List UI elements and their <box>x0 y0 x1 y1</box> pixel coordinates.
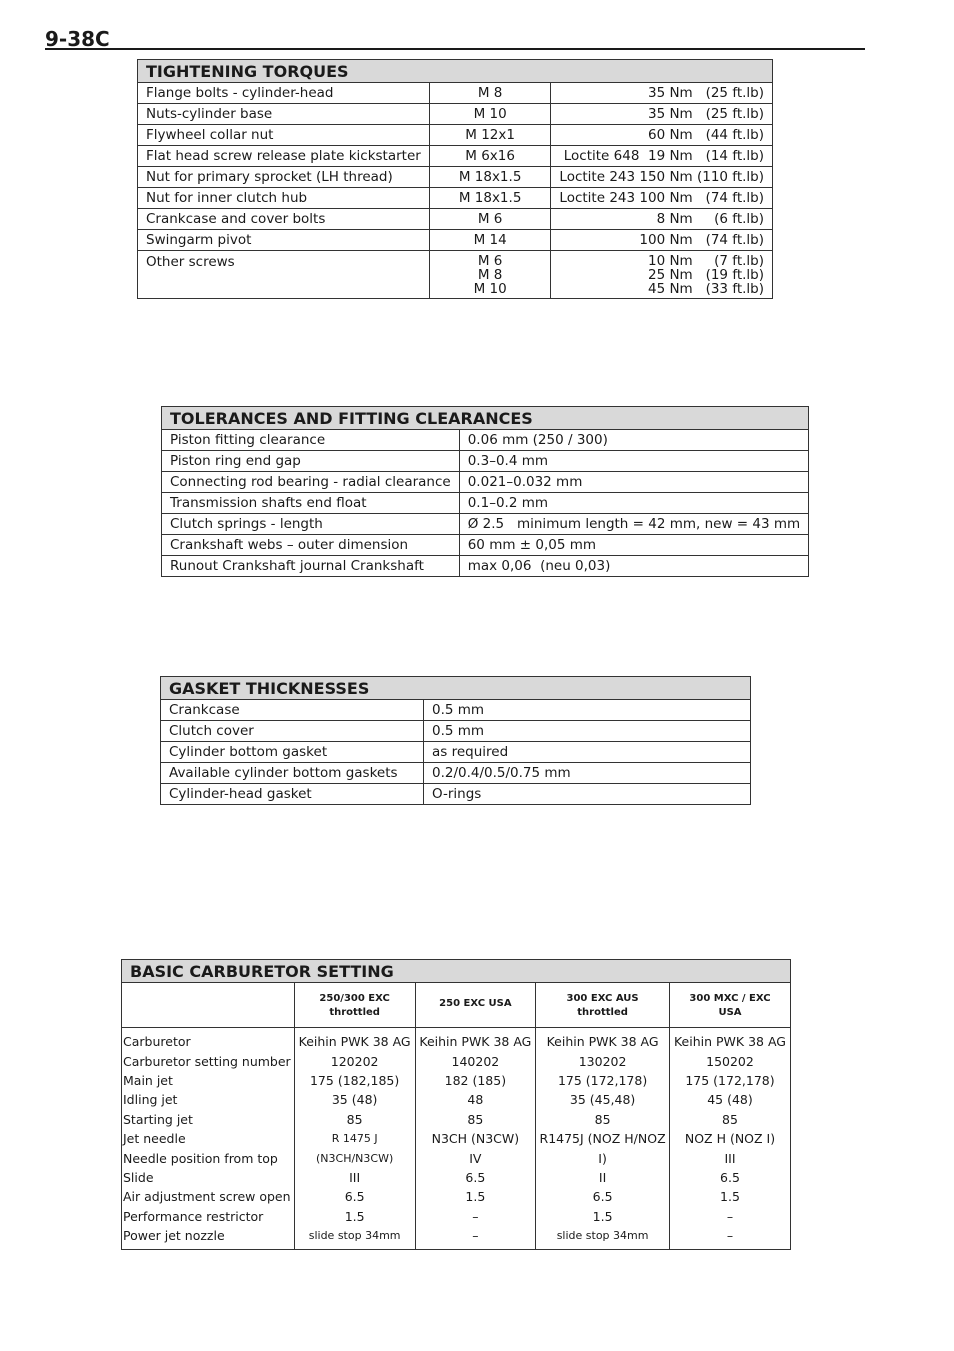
torque-value: 25 Nm (19 ft.lb) <box>647 267 764 283</box>
torque-size: M 6x16 <box>429 146 551 167</box>
carburetor-param-label: Jet needle <box>122 1129 295 1148</box>
column-header-blank <box>122 983 295 1028</box>
torque-item: Flange bolts - cylinder-head <box>138 83 430 104</box>
torque-value: 10 Nm (7 ft.lb) <box>647 253 764 269</box>
tolerance-value: 0.3–0.4 mm <box>459 451 808 472</box>
table-row <box>162 535 809 556</box>
table-row <box>161 784 751 805</box>
tolerance-item: Runout Crankshaft journal Crankshaft <box>162 556 460 577</box>
torque-item: Crankcase and cover bolts <box>138 209 430 230</box>
carburetor-value: 150202 <box>669 1051 790 1070</box>
carburetor-value: 85 <box>669 1110 790 1129</box>
torque-value: Loctite 243 100 Nm (74 ft.lb) <box>551 188 773 209</box>
table-row <box>122 1071 791 1090</box>
gasket-value: 0.5 mm <box>424 700 751 721</box>
carburetor-param-label: Carburetor <box>122 1028 295 1052</box>
torque-item: Nut for inner clutch hub <box>138 188 430 209</box>
torque-size: M 14 <box>429 230 551 251</box>
torque-size: M 10 <box>473 281 507 297</box>
torque-value: 8 Nm (6 ft.lb) <box>551 209 773 230</box>
carburetor-param-label: Air adjustment screw open <box>122 1187 295 1206</box>
torque-values <box>551 251 773 299</box>
carburetor-value: 85 <box>294 1110 415 1129</box>
carburetor-value: 175 (182,185) <box>294 1071 415 1090</box>
carburetor-param-label: Needle position from top <box>122 1148 295 1167</box>
carburetor-value: NOZ H (NOZ I) <box>669 1129 790 1148</box>
table-row <box>138 188 773 209</box>
torque-item: Nut for primary sprocket (LH thread) <box>138 167 430 188</box>
header-rule <box>45 48 865 50</box>
table-row <box>162 451 809 472</box>
table-row <box>162 493 809 514</box>
carburetor-value: – <box>669 1207 790 1226</box>
carburetor-param-label: Main jet <box>122 1071 295 1090</box>
tolerance-item: Connecting rod bearing - radial clearance <box>162 472 460 493</box>
table-title: BASIC CARBURETOR SETTING <box>122 960 791 983</box>
table-row <box>138 146 773 167</box>
gasket-item: Available cylinder bottom gaskets <box>161 763 424 784</box>
torque-size: M 18x1.5 <box>429 167 551 188</box>
carburetor-value: IV <box>415 1148 536 1167</box>
torque-size: M 18x1.5 <box>429 188 551 209</box>
carburetor-value: 6.5 <box>669 1168 790 1187</box>
torque-value: 35 Nm (25 ft.lb) <box>551 104 773 125</box>
gasket-thicknesses-table <box>160 676 751 805</box>
torque-sizes <box>429 251 551 299</box>
tolerance-value: Ø 2.5 minimum length = 42 mm, new = 43 mm <box>459 514 808 535</box>
carburetor-value: 35 (45,48) <box>536 1090 670 1109</box>
tolerance-value: 60 mm ± 0,05 mm <box>459 535 808 556</box>
page-number: 9-38C <box>45 27 110 51</box>
column-header-line2: USA <box>718 1006 742 1018</box>
table-row <box>161 763 751 784</box>
carburetor-value: slide stop 34mm <box>294 1226 415 1250</box>
torque-value: Loctite 243 150 Nm (110 ft.lb) <box>551 167 773 188</box>
table-row <box>122 1168 791 1187</box>
carburetor-value: 35 (48) <box>294 1090 415 1109</box>
carburetor-param-label: Power jet nozzle <box>122 1226 295 1250</box>
carburetor-value: 140202 <box>415 1051 536 1070</box>
torque-value: 45 Nm (33 ft.lb) <box>647 281 764 297</box>
carburetor-value: III <box>669 1148 790 1167</box>
column-header-line1: 300 MXC / EXC <box>689 992 771 1004</box>
carburetor-value: 1.5 <box>415 1187 536 1206</box>
column-header <box>294 983 415 1028</box>
table-row <box>122 1187 791 1206</box>
tolerance-value: 0.06 mm (250 / 300) <box>459 430 808 451</box>
column-header <box>669 983 790 1028</box>
carburetor-value: 85 <box>415 1110 536 1129</box>
carburetor-value: I) <box>536 1148 670 1167</box>
carburetor-value: 175 (172,178) <box>536 1071 670 1090</box>
gasket-item: Cylinder-head gasket <box>161 784 424 805</box>
column-header-line1: 300 EXC AUS <box>566 992 639 1004</box>
table-row <box>122 1226 791 1250</box>
torque-item: Nuts-cylinder base <box>138 104 430 125</box>
torque-value: 100 Nm (74 ft.lb) <box>551 230 773 251</box>
carburetor-value: slide stop 34mm <box>536 1226 670 1250</box>
carburetor-value: – <box>415 1226 536 1250</box>
carburetor-param-label: Slide <box>122 1168 295 1187</box>
carburetor-value: 85 <box>536 1110 670 1129</box>
gasket-item: Clutch cover <box>161 721 424 742</box>
carburetor-param-label: Performance restrictor <box>122 1207 295 1226</box>
torque-item: Other screws <box>138 251 430 299</box>
torque-item: Flywheel collar nut <box>138 125 430 146</box>
carburetor-setting-table <box>121 959 791 1250</box>
torque-item: Flat head screw release plate kickstarter <box>138 146 430 167</box>
carburetor-value: 182 (185) <box>415 1071 536 1090</box>
table-title: TOLERANCES AND FITTING CLEARANCES <box>162 407 809 430</box>
column-header-line1: 250/300 EXC <box>319 992 390 1004</box>
tolerance-item: Transmission shafts end float <box>162 493 460 514</box>
tolerance-item: Clutch springs - length <box>162 514 460 535</box>
torque-value: 60 Nm (44 ft.lb) <box>551 125 773 146</box>
tolerance-item: Crankshaft webs – outer dimension <box>162 535 460 556</box>
column-header <box>536 983 670 1028</box>
tolerance-item: Piston fitting clearance <box>162 430 460 451</box>
carburetor-value: Keihin PWK 38 AG <box>415 1028 536 1052</box>
carburetor-value: 6.5 <box>536 1187 670 1206</box>
tightening-torques-table <box>137 59 773 299</box>
table-row <box>161 721 751 742</box>
carburetor-param-label: Carburetor setting number <box>122 1051 295 1070</box>
column-header-line2: throttled <box>577 1006 628 1018</box>
gasket-value: 0.5 mm <box>424 721 751 742</box>
carburetor-value: (N3CH/N3CW) <box>294 1148 415 1167</box>
torque-size: M 12x1 <box>429 125 551 146</box>
carburetor-value: R1475J (NOZ H/NOZ <box>536 1129 670 1148</box>
table-row <box>122 1148 791 1167</box>
torque-size: M 10 <box>429 104 551 125</box>
column-header-row <box>122 983 791 1028</box>
gasket-value: O-rings <box>424 784 751 805</box>
table-row <box>162 514 809 535</box>
torque-size: M 8 <box>429 83 551 104</box>
gasket-item: Cylinder bottom gasket <box>161 742 424 763</box>
torque-size: M 6 <box>429 209 551 230</box>
table-row <box>122 1051 791 1070</box>
table-row <box>161 700 751 721</box>
table-row <box>162 430 809 451</box>
torque-item: Swingarm pivot <box>138 230 430 251</box>
column-header-line1: 250 EXC USA <box>439 998 512 1009</box>
table-row <box>122 1207 791 1226</box>
torque-size: M 8 <box>477 267 503 283</box>
carburetor-value: Keihin PWK 38 AG <box>294 1028 415 1052</box>
table-row <box>122 1129 791 1148</box>
carburetor-value: N3CH (N3CW) <box>415 1129 536 1148</box>
column-header <box>415 983 536 1028</box>
table-row <box>138 125 773 146</box>
tolerance-item: Piston ring end gap <box>162 451 460 472</box>
torque-size: M 6 <box>477 253 503 269</box>
carburetor-value: R 1475 J <box>294 1129 415 1148</box>
carburetor-value: III <box>294 1168 415 1187</box>
carburetor-value: 6.5 <box>294 1187 415 1206</box>
gasket-value: 0.2/0.4/0.5/0.75 mm <box>424 763 751 784</box>
torque-value: Loctite 648 19 Nm (14 ft.lb) <box>551 146 773 167</box>
carburetor-value: Keihin PWK 38 AG <box>669 1028 790 1052</box>
table-row <box>162 472 809 493</box>
table-row <box>122 1028 791 1052</box>
carburetor-value: 1.5 <box>536 1207 670 1226</box>
table-row <box>162 556 809 577</box>
table-row <box>138 230 773 251</box>
torque-value: 35 Nm (25 ft.lb) <box>551 83 773 104</box>
carburetor-value: 45 (48) <box>669 1090 790 1109</box>
carburetor-value: II <box>536 1168 670 1187</box>
carburetor-value: Keihin PWK 38 AG <box>536 1028 670 1052</box>
carburetor-value: 48 <box>415 1090 536 1109</box>
table-row <box>138 251 773 299</box>
carburetor-param-label: Starting jet <box>122 1110 295 1129</box>
carburetor-value: – <box>415 1207 536 1226</box>
carburetor-value: 120202 <box>294 1051 415 1070</box>
carburetor-value: 175 (172,178) <box>669 1071 790 1090</box>
table-row <box>122 1110 791 1129</box>
carburetor-param-label: Idling jet <box>122 1090 295 1109</box>
table-row <box>138 167 773 188</box>
gasket-item: Crankcase <box>161 700 424 721</box>
tolerance-value: 0.1–0.2 mm <box>459 493 808 514</box>
table-row <box>138 104 773 125</box>
gasket-value: as required <box>424 742 751 763</box>
table-row <box>138 83 773 104</box>
carburetor-value: 6.5 <box>415 1168 536 1187</box>
table-title: GASKET THICKNESSES <box>161 677 751 700</box>
carburetor-value: 130202 <box>536 1051 670 1070</box>
tolerance-value: 0.021–0.032 mm <box>459 472 808 493</box>
carburetor-value: 1.5 <box>669 1187 790 1206</box>
tolerance-value: max 0,06 (neu 0,03) <box>459 556 808 577</box>
table-row <box>122 1090 791 1109</box>
table-row <box>138 209 773 230</box>
carburetor-value: – <box>669 1226 790 1250</box>
column-header-line2: throttled <box>329 1006 380 1018</box>
carburetor-value: 1.5 <box>294 1207 415 1226</box>
tolerances-table <box>161 406 809 577</box>
table-row <box>161 742 751 763</box>
table-title: TIGHTENING TORQUES <box>138 60 773 83</box>
